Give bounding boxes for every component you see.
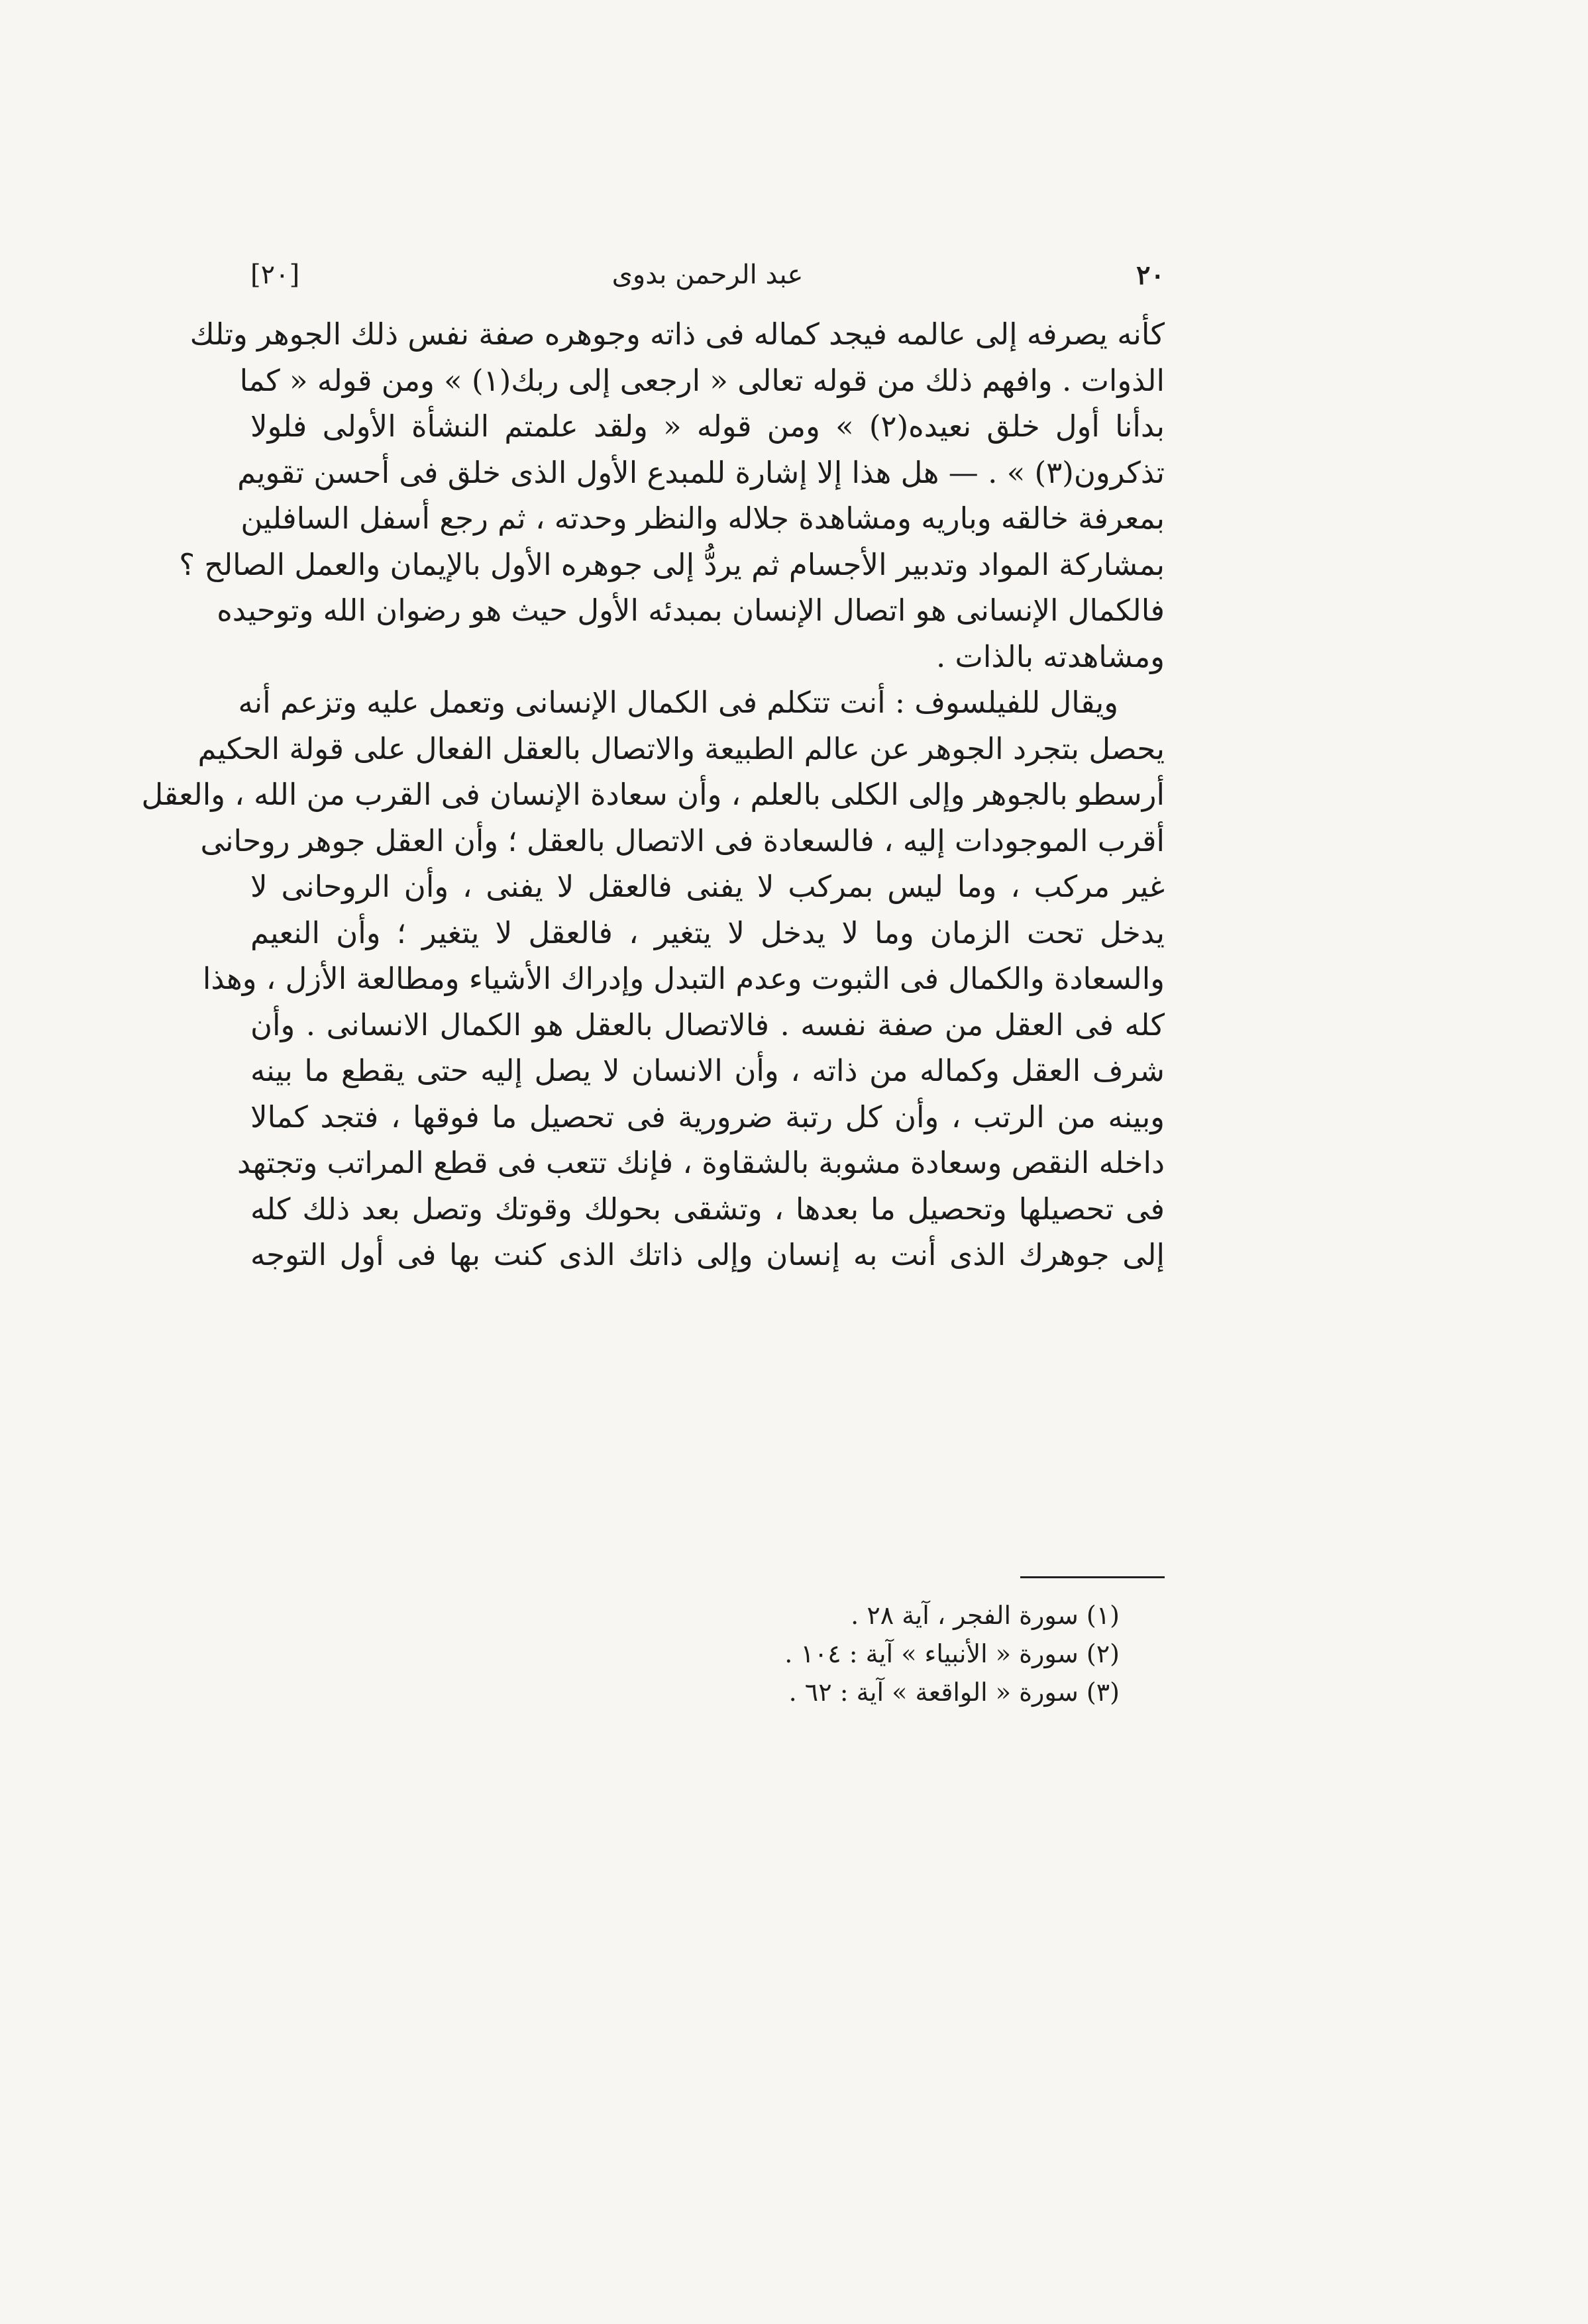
- text-line: ويقال للفيلسوف : أنت تتكلم فى الكمال الإنسانى وتعمل عليه وتزعم أنه: [238, 685, 1118, 720]
- footnote: (٢) سورة « الأنبياء » آية : ١٠٤ .: [784, 1639, 1120, 1668]
- footnote: (٣) سورة « الواقعة » آية : ٦٢ .: [788, 1678, 1120, 1707]
- text-line: شرف العقل وكماله من ذاته ، وأن الانسان لا يصل إليه حتى يقطع ما بينه: [250, 1053, 1165, 1088]
- text-line: بمعرفة خالقه وباريه ومشاهدة جلاله والنظر وحدته ، ثم رجع أسفل السافلين: [240, 501, 1165, 536]
- footnotes: [596, 1596, 1120, 1711]
- running-title-author: عبد الرحمن بدوى: [611, 260, 804, 290]
- text-line: أرسطو بالجوهر وإلى الكلى بالعلم ، وأن سعادة الإنسان فى القرب من الله ، والعقل: [141, 777, 1165, 812]
- text-line: يدخل تحت الزمان وما لا يدخل لا يتغير ، فالعقل لا يتغير ؛ وأن النعيم: [250, 915, 1165, 950]
- main-text: [141, 311, 1165, 1278]
- text-line: الذوات . وافهم ذلك من قوله تعالى « ارجعى إلى ربك(١) » ومن قوله « كما: [239, 362, 1165, 398]
- running-header: [250, 260, 1165, 306]
- text-line: كأنه يصرفه إلى عالمه فيجد كماله فى ذاته وجوهره صفة نفس ذلك الجوهر وتلك: [189, 317, 1165, 352]
- text-line: وبينه من الرتب ، وأن كل رتبة ضرورية فى تحصيل ما فوقها ، فتجد كمالا: [250, 1099, 1165, 1135]
- text-line: يحصل بتجرد الجوهر عن عالم الطبيعة والاتصال بالعقل الفعال على قولة الحكيم: [197, 731, 1165, 766]
- text-line: والسعادة والكمال فى الثبوت وعدم التبدل وإدراك الأشياء ومطالعة الأزل ، وهذا: [202, 961, 1165, 996]
- text-line: فى تحصيلها وتحصيل ما بعدها ، وتشقى بحولك وقوتك وتصل بعد ذلك كله: [250, 1191, 1165, 1227]
- text-line: تذكرون(٣) » . — هل هذا إلا إشارة للمبدع الأول الذى خلق فى أحسن تقويم: [237, 454, 1165, 490]
- text-line: كله فى العقل من صفة نفسه . فالاتصال بالعقل هو الكمال الانسانى . وأن: [250, 1007, 1165, 1042]
- text-line: بدأنا أول خلق نعيده(٢) » ومن قوله « ولقد علمتم النشأة الأولى فلولا: [250, 409, 1165, 444]
- footnote-divider: [1020, 1576, 1165, 1578]
- footnote: (١) سورة الفجر ، آية ٢٨ .: [851, 1601, 1120, 1630]
- text-line: ومشاهدته بالذات .: [935, 638, 1165, 674]
- text-line: داخله النقص وسعادة مشوبة بالشقاوة ، فإنك تتعب فى قطع المراتب وتجتهد: [237, 1145, 1165, 1180]
- text-line: أقرب الموجودات إليه ، فالسعادة فى الاتصال بالعقل ؛ وأن العقل جوهر روحانى: [200, 823, 1165, 858]
- text-line: بمشاركة المواد وتدبير الأجسام ثم يردُّ إلى جوهره الأول بالإيمان والعمل الصالح ؟: [179, 546, 1165, 582]
- text-line: غير مركب ، وما ليس بمركب لا يفنى فالعقل لا يفنى ، وأن الروحانى لا: [250, 869, 1165, 904]
- original-page-marker: [٢٠]: [250, 260, 300, 290]
- text-line: فالكمال الإنسانى هو اتصال الإنسان بمبدئه الأول حيث هو رضوان الله وتوحيده: [217, 593, 1165, 628]
- page-number: ٢٠: [1136, 260, 1165, 291]
- text-line: إلى جوهرك الذى أنت به إنسان وإلى ذاتك الذى كنت بها فى أول التوجه: [250, 1237, 1165, 1272]
